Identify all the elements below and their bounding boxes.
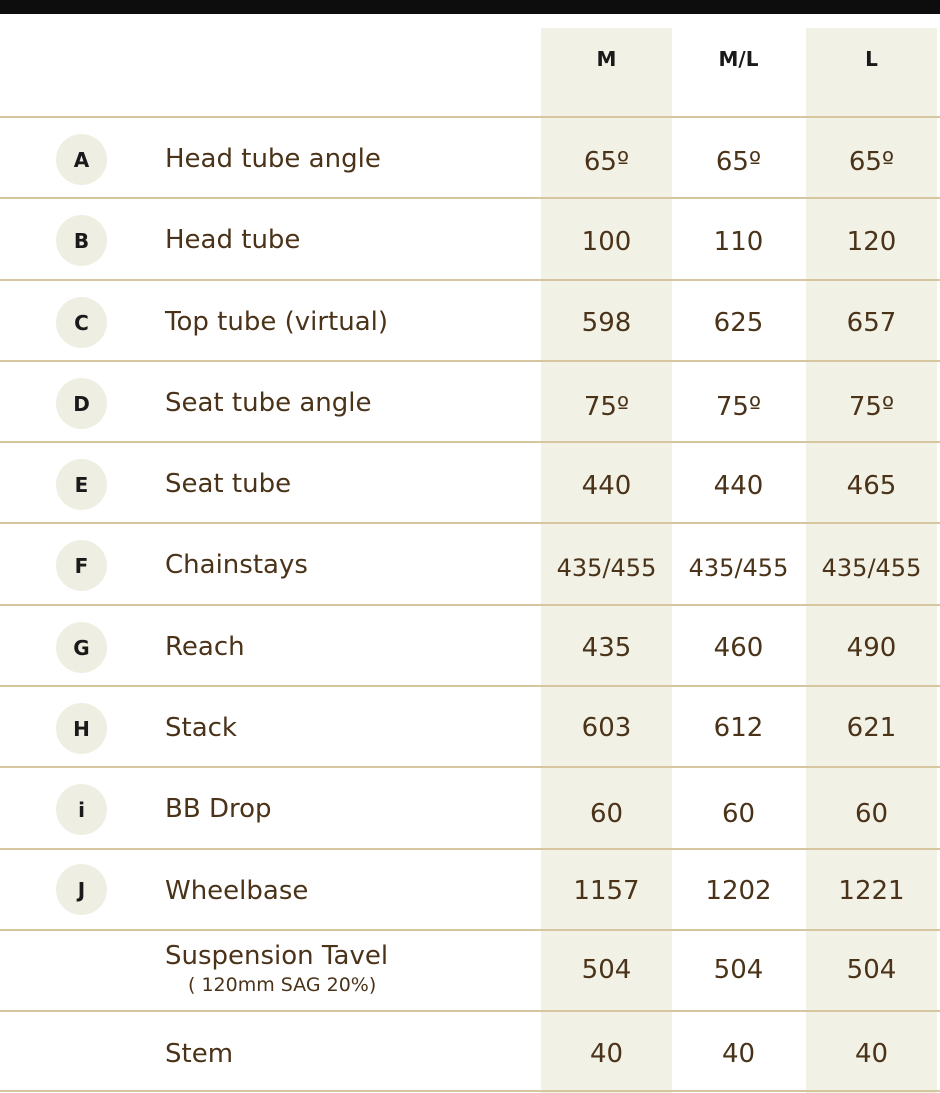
row-letter-badge: E — [56, 459, 107, 510]
value-ml: 625 — [713, 308, 764, 338]
row-letter-badge: J — [56, 864, 107, 915]
value-m: 603 — [581, 713, 632, 743]
size-header-ml: M/L — [718, 46, 759, 71]
value-l: 120 — [846, 227, 897, 257]
value-m: 504 — [581, 955, 632, 985]
value-m: 435/455 — [556, 554, 657, 582]
value-ml: 612 — [713, 713, 764, 743]
value-m: 40 — [589, 1039, 624, 1069]
row-letter-badge: A — [56, 134, 107, 185]
value-ml: 435/455 — [688, 554, 789, 582]
row-letter-badge: B — [56, 215, 107, 266]
value-m: 1157 — [573, 876, 640, 906]
table-row — [0, 606, 940, 685]
size-header-m: M — [596, 46, 617, 71]
row-letter-badge: G — [56, 622, 107, 673]
value-m: 75º — [583, 392, 630, 422]
row-label: Seat tube angle — [165, 388, 372, 418]
row-label: Seat tube — [165, 469, 292, 499]
row-label: Stack — [165, 713, 237, 743]
value-l: 490 — [846, 633, 897, 663]
row-label: Top tube (virtual) — [165, 307, 388, 337]
value-l: 465 — [846, 471, 897, 501]
value-ml: 65º — [715, 147, 762, 177]
table-row — [0, 1012, 940, 1091]
row-label: Chainstays — [165, 550, 308, 580]
row-letter-badge: D — [56, 378, 107, 429]
value-ml: 460 — [713, 633, 764, 663]
row-label: Wheelbase — [165, 876, 309, 906]
value-l: 504 — [846, 955, 897, 985]
value-l: 435/455 — [821, 554, 922, 582]
top-bar — [0, 0, 940, 14]
value-ml: 1202 — [705, 876, 772, 906]
value-ml: 504 — [713, 955, 764, 985]
value-l: 75º — [848, 392, 895, 422]
table-row — [0, 443, 940, 522]
value-ml: 40 — [721, 1039, 756, 1069]
value-l: 1221 — [838, 876, 905, 906]
table-row — [0, 524, 940, 603]
value-l: 40 — [854, 1039, 889, 1069]
row-letter-badge: H — [56, 703, 107, 754]
row-label: BB Drop — [165, 794, 272, 824]
row-letter-badge: C — [56, 297, 107, 348]
row-divider — [0, 1090, 940, 1092]
row-label: Stem — [165, 1039, 234, 1069]
row-label: Head tube — [165, 225, 301, 255]
row-letter-badge: i — [56, 784, 107, 835]
value-l: 657 — [846, 308, 897, 338]
value-l: 65º — [848, 147, 895, 177]
table-row — [0, 281, 940, 360]
row-label: Reach — [165, 632, 245, 662]
value-l: 60 — [854, 799, 889, 829]
size-header-l: L — [865, 46, 878, 71]
value-m: 100 — [581, 227, 632, 257]
table-row — [0, 199, 940, 278]
value-m: 435 — [581, 633, 632, 663]
value-ml: 60 — [721, 799, 756, 829]
value-ml: 440 — [713, 471, 764, 501]
value-ml: 75º — [715, 392, 762, 422]
table-row — [0, 850, 940, 929]
value-m: 60 — [589, 799, 624, 829]
row-sublabel: ( 120mm SAG 20%) — [188, 974, 377, 996]
value-ml: 110 — [713, 227, 764, 257]
table-row — [0, 362, 940, 441]
row-label: Suspension Tavel — [165, 941, 389, 971]
value-m: 440 — [581, 471, 632, 501]
table-row — [0, 768, 940, 847]
table-row — [0, 687, 940, 766]
value-m: 65º — [583, 147, 630, 177]
table-row — [0, 118, 940, 197]
row-label: Head tube angle — [165, 144, 381, 174]
row-letter-badge: F — [56, 540, 107, 591]
value-l: 621 — [846, 713, 897, 743]
table-row — [0, 931, 940, 1010]
value-m: 598 — [581, 308, 632, 338]
